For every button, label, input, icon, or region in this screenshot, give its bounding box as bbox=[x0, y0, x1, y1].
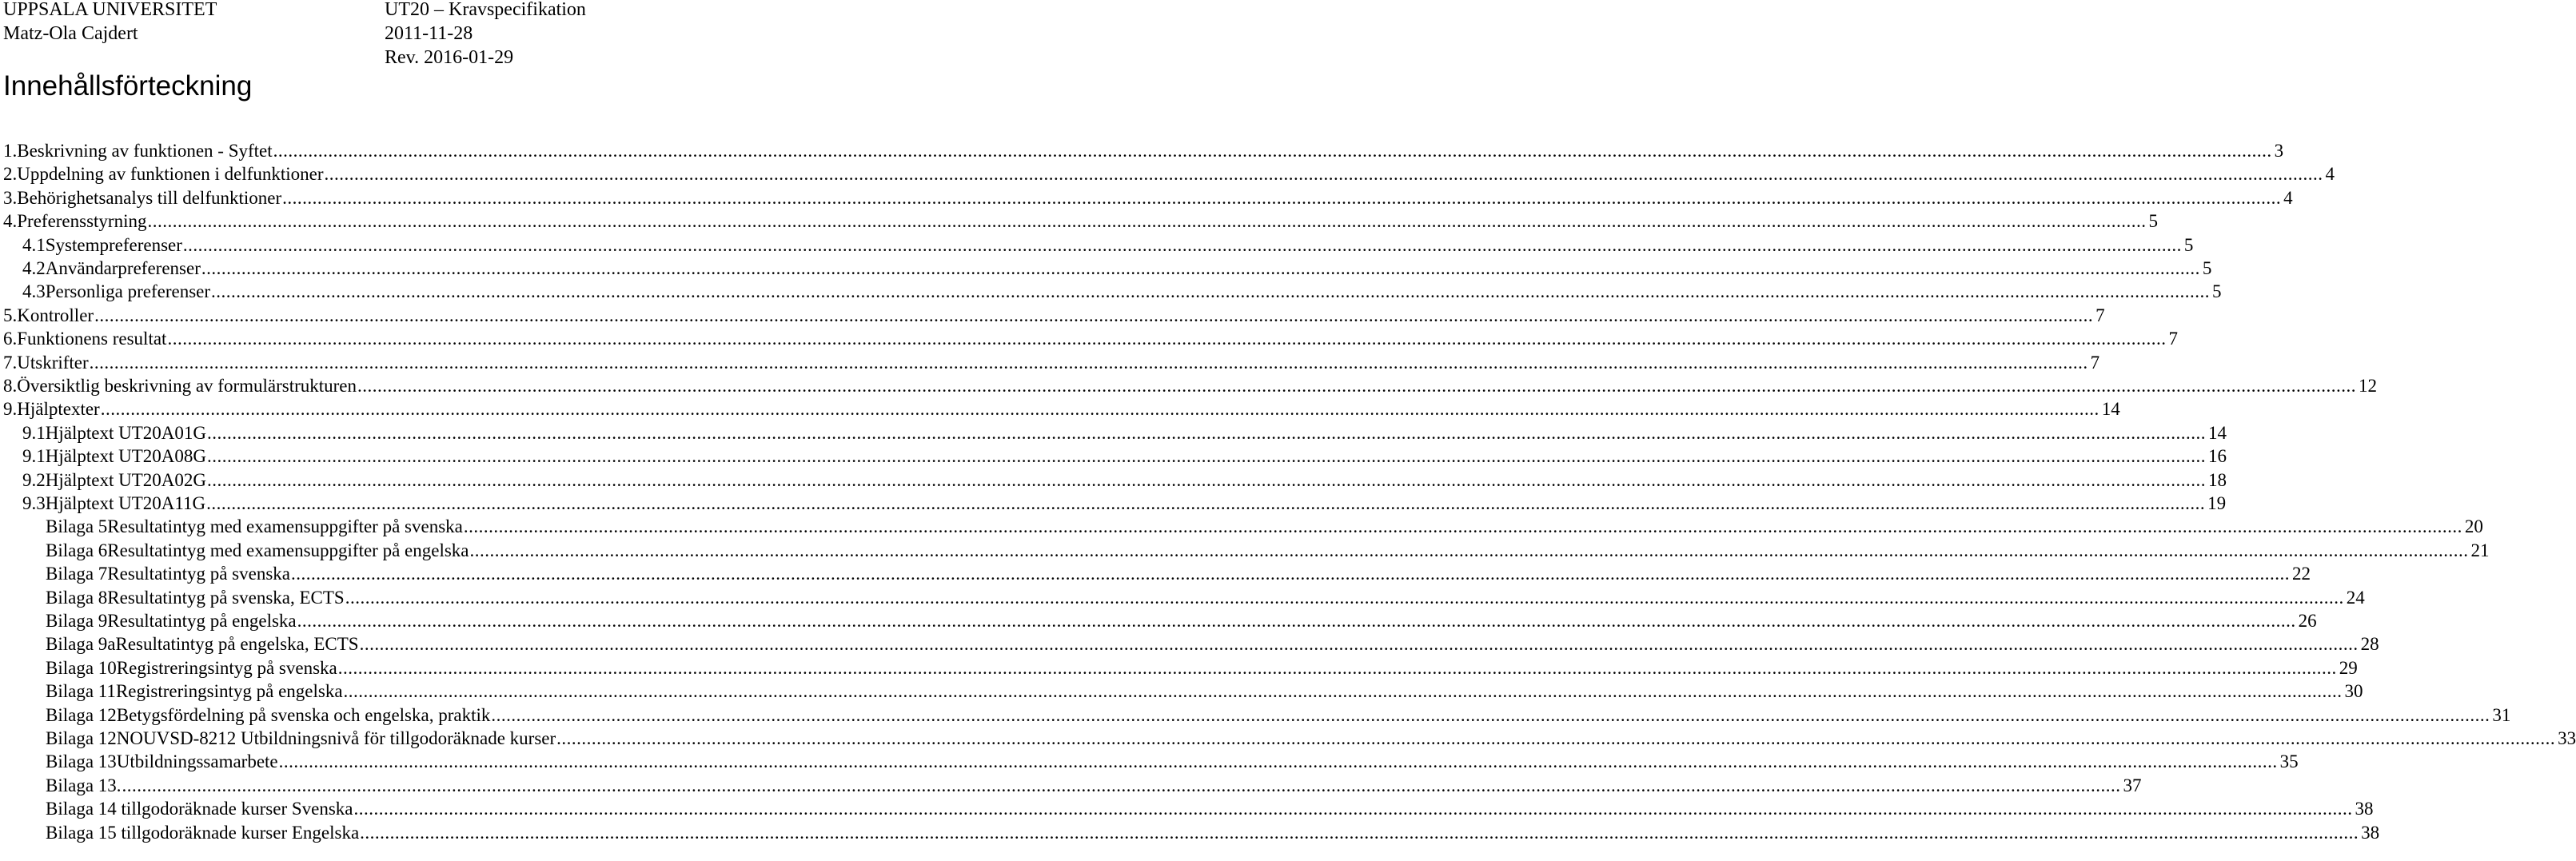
dot-leader: ................................................................................................................................................................................................................................................................................................................................................................................................................ bbox=[182, 234, 2182, 255]
toc-entry-page-number: 38 bbox=[2361, 822, 2380, 843]
toc-entry-page-number: 37 bbox=[2123, 775, 2142, 795]
dot-leader: ................................................................................................................................................................................................................................................................................................................................................................................................................ bbox=[357, 376, 2357, 396]
toc-entry-page-number: 21 bbox=[2470, 540, 2490, 560]
toc-entry-title: Resultatintyg med examensuppgifter på engelska bbox=[107, 540, 469, 560]
toc-entry-number: 6. bbox=[3, 329, 18, 349]
document-title: UT20 – Kravspecifikation bbox=[385, 0, 586, 20]
toc-entry-page-number: 18 bbox=[2207, 469, 2227, 490]
toc-entry-page-number: 14 bbox=[2101, 399, 2120, 420]
dot-leader: ................................................................................................................................................................................................................................................................................................................................................................................................................ bbox=[206, 446, 2206, 467]
toc-entry-title: Användarpreferenser bbox=[45, 258, 201, 278]
toc-entry-page-number: 33 bbox=[2558, 728, 2576, 748]
page-title: Innehållsförteckning bbox=[3, 70, 253, 102]
toc-entry[interactable] bbox=[46, 656, 2358, 680]
toc-entry-page-number: 14 bbox=[2207, 422, 2227, 443]
toc-entry-number: 2. bbox=[3, 164, 18, 185]
dot-leader: ................................................................................................................................................................................................................................................................................................................................................................................................................ bbox=[324, 164, 2323, 185]
toc-entry-page-number: 5 bbox=[2148, 211, 2158, 232]
dot-leader: ................................................................................................................................................................................................................................................................................................................................................................................................................ bbox=[360, 822, 2359, 843]
toc-entry-number: Bilaga 9a bbox=[46, 634, 116, 655]
toc-entry-number: 9.1 bbox=[22, 422, 46, 443]
toc-entry[interactable] bbox=[3, 209, 2158, 233]
toc-entry-title: Bilaga 13. bbox=[46, 775, 122, 795]
toc-entry[interactable] bbox=[3, 139, 2284, 163]
toc-entry[interactable] bbox=[46, 704, 2511, 727]
toc-entry-title: Resultatintyg på engelska, ECTS bbox=[115, 634, 359, 655]
toc-entry[interactable] bbox=[3, 304, 2105, 328]
toc-entry-number: 9. bbox=[3, 399, 18, 420]
toc-entry-title: Bilaga 14 tillgodoräknade kurser Svenska bbox=[46, 799, 353, 819]
dot-leader: ................................................................................................................................................................................................................................................................................................................................................................................................................ bbox=[89, 352, 2088, 373]
toc-entry-title: Resultatintyg med examensuppgifter på svenska bbox=[107, 516, 463, 537]
toc-entry-page-number: 12 bbox=[2359, 376, 2378, 396]
toc-entry-page-number: 38 bbox=[2355, 799, 2374, 819]
toc-entry-title: Betygsfördelning på svenska och engelska, praktik bbox=[116, 704, 491, 725]
toc-entry-title: Hjälptext UT20A08G bbox=[45, 446, 206, 467]
toc-entry-number: 7. bbox=[3, 352, 18, 373]
toc-entry-title: Hjälptext UT20A01G bbox=[45, 422, 206, 443]
toc-entry-page-number: 26 bbox=[2298, 611, 2317, 631]
toc-entry[interactable] bbox=[46, 515, 2483, 539]
toc-entry[interactable] bbox=[46, 750, 2299, 774]
toc-entry[interactable] bbox=[3, 351, 2100, 375]
toc-entry-number: Bilaga 12 bbox=[46, 728, 117, 748]
dot-leader: ................................................................................................................................................................................................................................................................................................................................................................................................................ bbox=[211, 281, 2211, 302]
revision-date: Rev. 2016-01-29 bbox=[385, 47, 514, 68]
toc-entry-number: 5. bbox=[3, 305, 18, 325]
dot-leader: ................................................................................................................................................................................................................................................................................................................................................................................................................ bbox=[556, 728, 2556, 748]
toc-entry-page-number: 3 bbox=[2274, 141, 2284, 161]
toc-entry[interactable] bbox=[46, 680, 2363, 704]
toc-entry-title: Kontroller bbox=[17, 305, 94, 325]
toc-entry-number: Bilaga 10 bbox=[46, 657, 117, 678]
toc-entry-number: 4. bbox=[3, 211, 18, 232]
toc-entry[interactable] bbox=[46, 539, 2490, 563]
toc-entry-title: Registreringsintyg på svenska bbox=[116, 657, 337, 678]
toc-entry-page-number: 5 bbox=[2202, 258, 2212, 278]
toc-entry-title: NOUVSD-8212 Utbildningsnivå för tillgodoräknade kurser bbox=[116, 728, 556, 748]
toc-entry-page-number: 4 bbox=[2283, 187, 2293, 208]
toc-entry-number: Bilaga 12 bbox=[46, 704, 117, 725]
toc-entry-title: Behörighetsanalys till delfunktioner bbox=[17, 187, 282, 208]
toc-entry-title: Uppdelning av funktionen i delfunktioner bbox=[17, 164, 324, 185]
toc-entry-page-number: 20 bbox=[2464, 516, 2483, 537]
toc-entry[interactable] bbox=[3, 162, 2335, 186]
toc-entry[interactable] bbox=[22, 257, 2212, 281]
dot-leader: ................................................................................................................................................................................................................................................................................................................................................................................................................ bbox=[297, 611, 2296, 631]
toc-entry-title: Resultatintyg på engelska bbox=[107, 611, 297, 631]
toc-entry[interactable] bbox=[46, 797, 2374, 821]
toc-entry[interactable] bbox=[46, 562, 2311, 586]
toc-entry-page-number: 30 bbox=[2344, 681, 2363, 702]
toc-entry-number: 4.2 bbox=[22, 258, 46, 278]
dot-leader: ................................................................................................................................................................................................................................................................................................................................................................................................................ bbox=[201, 258, 2200, 278]
toc-entry-page-number: 5 bbox=[2183, 234, 2194, 255]
dot-leader: ................................................................................................................................................................................................................................................................................................................................................................................................................ bbox=[206, 493, 2206, 513]
dot-leader: ................................................................................................................................................................................................................................................................................................................................................................................................................ bbox=[94, 305, 2094, 325]
dot-leader: ................................................................................................................................................................................................................................................................................................................................................................................................................ bbox=[122, 775, 2121, 795]
toc-entry-title: Registreringsintyg på engelska bbox=[115, 681, 343, 702]
toc-entry-title: Systempreferenser bbox=[45, 234, 182, 255]
toc-entry-page-number: 5 bbox=[2212, 281, 2222, 302]
toc-entry-page-number: 31 bbox=[2492, 704, 2511, 725]
toc-entry-title: Hjälptext UT20A11G bbox=[45, 493, 206, 513]
dot-leader: ................................................................................................................................................................................................................................................................................................................................................................................................................ bbox=[469, 540, 2469, 560]
dot-leader: ................................................................................................................................................................................................................................................................................................................................................................................................................ bbox=[491, 704, 2490, 725]
toc-entry[interactable] bbox=[22, 444, 2227, 468]
toc-entry-page-number: 29 bbox=[2339, 657, 2358, 678]
toc-entry-number: 1. bbox=[3, 141, 18, 161]
author-name: Matz-Ola Cajdert bbox=[3, 23, 138, 44]
toc-entry-title: Preferensstyrning bbox=[17, 211, 147, 232]
dot-leader: ................................................................................................................................................................................................................................................................................................................................................................................................................ bbox=[463, 516, 2462, 537]
dot-leader: ................................................................................................................................................................................................................................................................................................................................................................................................................ bbox=[167, 329, 2167, 349]
toc-entry-page-number: 4 bbox=[2325, 164, 2335, 185]
toc-entry-number: Bilaga 8 bbox=[46, 587, 108, 608]
toc-entry-number: Bilaga 5 bbox=[46, 516, 108, 537]
toc-entry-number: 9.1 bbox=[22, 446, 46, 467]
toc-entry-page-number: 19 bbox=[2207, 493, 2227, 513]
toc-entry-title: Bilaga 15 tillgodoräknade kurser Engelska bbox=[46, 822, 360, 843]
dot-leader: ................................................................................................................................................................................................................................................................................................................................................................................................................ bbox=[345, 587, 2344, 608]
institution-name: UPPSALA UNIVERSITET bbox=[3, 0, 217, 20]
dot-leader: ................................................................................................................................................................................................................................................................................................................................................................................................................ bbox=[206, 422, 2206, 443]
toc-entry[interactable] bbox=[3, 186, 2293, 210]
toc-entry[interactable] bbox=[22, 468, 2227, 492]
toc-entry-number: Bilaga 11 bbox=[46, 681, 116, 702]
toc-entry-title: Utbildningssamarbete bbox=[116, 751, 278, 772]
toc-entry-number: 9.3 bbox=[22, 493, 46, 513]
toc-entry-title: Resultatintyg på svenska, ECTS bbox=[107, 587, 345, 608]
dot-leader: ................................................................................................................................................................................................................................................................................................................................................................................................................ bbox=[206, 469, 2206, 490]
toc-entry[interactable] bbox=[46, 632, 2379, 656]
toc-entry-title: Hjälptext UT20A02G bbox=[45, 469, 206, 490]
toc-entry-number: 4.3 bbox=[22, 281, 46, 302]
toc-entry-number: 3. bbox=[3, 187, 18, 208]
dot-leader: ................................................................................................................................................................................................................................................................................................................................................................................................................ bbox=[353, 799, 2353, 819]
toc-entry-title: Hjälptexter bbox=[17, 399, 100, 420]
toc-entry-title: Funktionens resultat bbox=[17, 329, 167, 349]
toc-entry-page-number: 7 bbox=[2168, 329, 2178, 349]
toc-entry-number: 8. bbox=[3, 376, 18, 396]
toc-entry-title: Utskrifter bbox=[17, 352, 89, 373]
toc-entry-page-number: 24 bbox=[2346, 587, 2365, 608]
toc-entry-title: Översiktlig beskrivning av formulärstrukturen bbox=[17, 376, 357, 396]
toc-entry[interactable] bbox=[22, 421, 2227, 445]
toc-entry-page-number: 35 bbox=[2279, 751, 2299, 772]
toc-entry[interactable] bbox=[46, 609, 2317, 633]
toc-entry[interactable] bbox=[22, 492, 2227, 516]
document-date: 2011-11-28 bbox=[385, 23, 473, 44]
toc-entry[interactable] bbox=[3, 397, 2120, 421]
toc-entry[interactable] bbox=[46, 821, 2380, 845]
dot-leader: ................................................................................................................................................................................................................................................................................................................................................................................................................ bbox=[359, 634, 2359, 655]
toc-entry-number: 4.1 bbox=[22, 234, 46, 255]
toc-entry[interactable] bbox=[22, 233, 2194, 257]
toc-entry-title: Resultatintyg på svenska bbox=[107, 564, 290, 584]
toc-entry[interactable] bbox=[3, 374, 2378, 398]
toc-entry-page-number: 28 bbox=[2360, 634, 2379, 655]
dot-leader: ................................................................................................................................................................................................................................................................................................................................................................................................................ bbox=[100, 399, 2099, 420]
toc-entry-number: Bilaga 6 bbox=[46, 540, 108, 560]
toc-entry-title: Beskrivning av funktionen - Syftet bbox=[17, 141, 273, 161]
toc-entry[interactable] bbox=[22, 280, 2222, 304]
dot-leader: ................................................................................................................................................................................................................................................................................................................................................................................................................ bbox=[290, 564, 2290, 584]
toc-entry-number: Bilaga 7 bbox=[46, 564, 108, 584]
toc-entry[interactable] bbox=[46, 774, 2142, 798]
toc-entry-title: Personliga preferenser bbox=[45, 281, 211, 302]
toc-entry-page-number: 7 bbox=[2090, 352, 2100, 373]
dot-leader: ................................................................................................................................................................................................................................................................................................................................................................................................................ bbox=[273, 141, 2272, 161]
dot-leader: ................................................................................................................................................................................................................................................................................................................................................................................................................ bbox=[343, 681, 2343, 702]
toc-entry-page-number: 16 bbox=[2207, 446, 2227, 467]
dot-leader: ................................................................................................................................................................................................................................................................................................................................................................................................................ bbox=[278, 751, 2278, 772]
toc-entry-page-number: 7 bbox=[2095, 305, 2105, 325]
dot-leader: ................................................................................................................................................................................................................................................................................................................................................................................................................ bbox=[147, 211, 2147, 232]
dot-leader: ................................................................................................................................................................................................................................................................................................................................................................................................................ bbox=[337, 657, 2337, 678]
toc-entry-page-number: 22 bbox=[2291, 564, 2311, 584]
toc-entry-number: 9.2 bbox=[22, 469, 46, 490]
toc-entry-number: Bilaga 13 bbox=[46, 751, 117, 772]
toc-entry[interactable] bbox=[46, 727, 2576, 751]
toc-entry-number: Bilaga 9 bbox=[46, 611, 108, 631]
toc-entry[interactable] bbox=[46, 586, 2365, 610]
dot-leader: ................................................................................................................................................................................................................................................................................................................................................................................................................ bbox=[282, 187, 2282, 208]
toc-entry[interactable] bbox=[3, 327, 2178, 351]
